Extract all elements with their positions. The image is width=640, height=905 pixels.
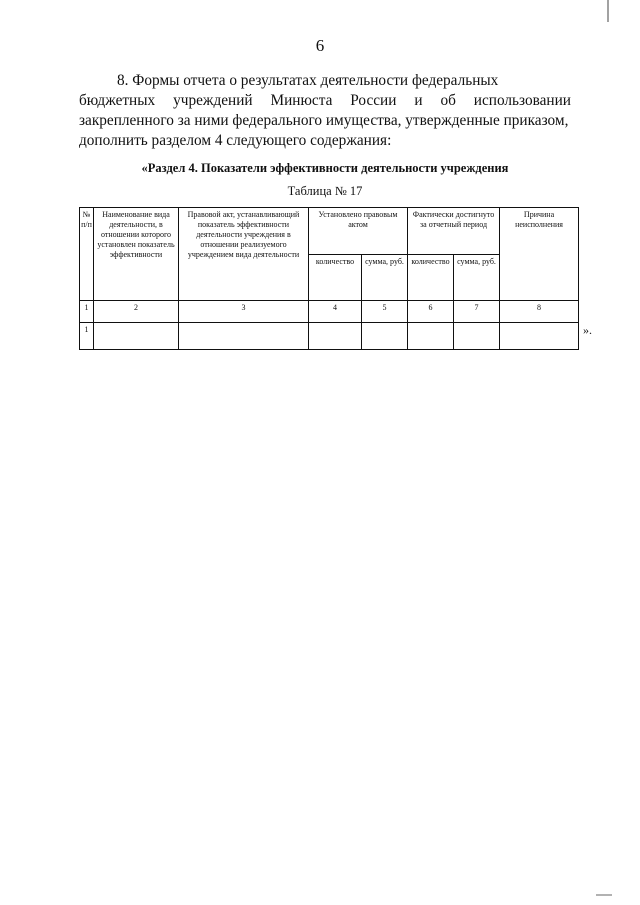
column-index: 2 [94,301,179,323]
paragraph-line: закрепленного за ними федерального имущества, утвержденные приказом, [79,112,569,129]
header-num: № п/п [80,208,94,301]
column-index-row [80,301,579,323]
header-name: Наименование вида деятельности, в отношении которого установлен показатель эффективности [94,208,179,301]
table-cell [179,323,309,350]
header-actual: Фактически достигнуто за отчетный период [408,208,500,255]
header-established: Установлено правовым актом [309,208,408,255]
header-actual-qty: количество [408,255,454,301]
column-index: 4 [309,301,362,323]
table-row [80,323,579,350]
closing-quote: ». [583,323,592,337]
header-act: Правовой акт, устанавливающий показатель эффективности деятельности учреждения в отношении реализуемого учреждением вида деятельности [179,208,309,301]
column-index: 5 [362,301,408,323]
table-cell [454,323,500,350]
header-reason: Причина неисполнения [500,208,579,301]
column-index: 1 [80,301,94,323]
page-number: 6 [315,36,325,55]
header-established-qty: количество [309,255,362,301]
section-title: «Раздел 4. Показатели эффективности деятельности учреждения [141,161,509,175]
report-table [79,207,579,350]
column-index: 7 [454,301,500,323]
table-caption: Таблица № 17 [287,184,363,198]
table-cell [362,323,408,350]
header-row [80,208,579,255]
table-cell [309,323,362,350]
column-index: 3 [179,301,309,323]
column-index: 6 [408,301,454,323]
table-cell [94,323,179,350]
table-cell [500,323,579,350]
column-index: 8 [500,301,579,323]
paragraph-line: 8. Формы отчета о результатах деятельности федеральных [117,72,499,89]
table-cell: 1 [80,323,94,350]
paragraph-line: бюджетных учреждений Минюста России и об использовании [79,92,571,109]
header-actual-sum: сумма, руб. [454,255,500,301]
header-established-sum: сумма, руб. [362,255,408,301]
paragraph-line: дополнить разделом 4 следующего содержания: [79,132,392,149]
table-cell [408,323,454,350]
paragraph-8 [79,71,571,151]
